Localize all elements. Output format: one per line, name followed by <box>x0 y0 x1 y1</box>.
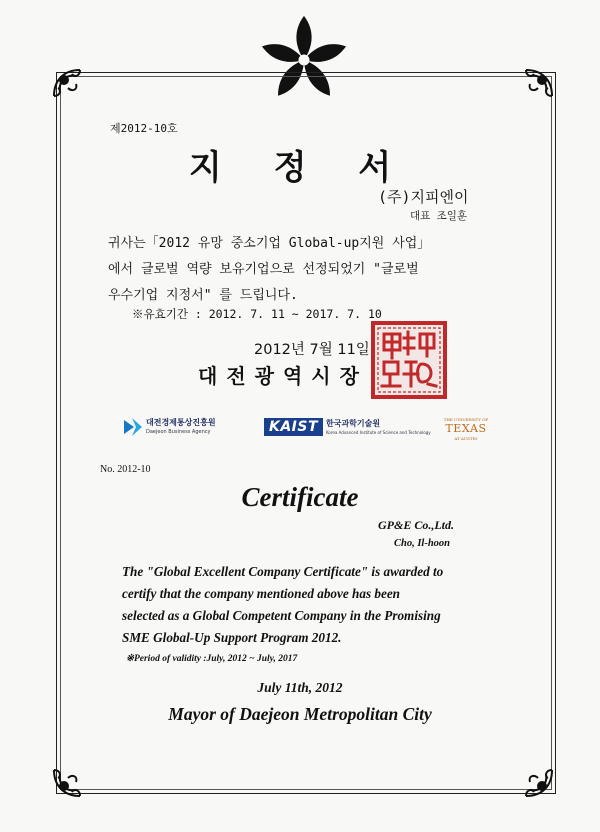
agency-name-english: Daejeon Business Agency <box>146 429 211 435</box>
korean-body-line: 우수기업 지정서" 를 드립니다. <box>108 288 298 303</box>
kaist-logo <box>264 414 431 442</box>
korean-issue-date: 2012년 7월 11일 <box>254 342 370 358</box>
kaist-wordmark: KAIST <box>264 418 323 436</box>
corner-ornament-icon <box>50 752 98 800</box>
corner-ornament-icon <box>508 752 556 800</box>
english-representative: Cho, Il-hoon <box>394 538 451 549</box>
official-seal-icon <box>370 320 448 400</box>
corner-ornament-icon <box>508 66 556 114</box>
korean-cert-number: 제2012-10호 <box>110 122 178 135</box>
english-body-line: SME Global-Up Support Program 2012. <box>122 630 342 645</box>
korean-representative: 대표 조일훈 <box>410 210 468 222</box>
ut-austin-logo <box>436 414 496 442</box>
english-body-line: selected as a Global Competent Company in the Promising <box>122 608 441 623</box>
korean-body-line: 귀사는「2012 유망 중소기업 Global-up지원 사업」 <box>108 236 431 251</box>
texas-top-text: THE UNIVERSITY OF <box>443 417 489 422</box>
english-issuer: Mayor of Daejeon Metropolitan City <box>168 704 432 724</box>
kaist-name-korean: 한국과학기술원 <box>326 419 381 428</box>
english-title: Certificate <box>241 482 359 512</box>
corner-ornament-icon <box>50 66 98 114</box>
korean-issuer: 대전광역시장 <box>198 364 368 388</box>
texas-wordmark: TEXAS <box>445 422 487 435</box>
english-validity-period: ※Period of validity :July, 2012 ~ July, 2017 <box>126 654 298 664</box>
english-body-line: certify that the company mentioned above has been <box>122 586 401 601</box>
korean-company-name: (주)지피엔이 <box>378 188 469 206</box>
english-issue-date: July 11th, 2012 <box>257 680 343 695</box>
texas-bottom-text: AT AUSTIN <box>454 436 478 441</box>
korean-title: 지 정 서 <box>188 148 412 188</box>
english-body-line: The "Global Excellent Company Certificate" is awarded to <box>122 564 444 579</box>
english-company-name: GP&E Co.,Ltd. <box>378 518 455 532</box>
korean-body-line: 에서 글로벌 역량 보유기업으로 선정되었기 "글로벌 <box>108 262 419 277</box>
daejeon-business-agency-logo <box>122 414 262 442</box>
korean-validity-period: ※유효기간 : 2012. 7. 11 ~ 2017. 7. 10 <box>132 307 382 321</box>
english-cert-number: No. 2012-10 <box>100 464 151 475</box>
agency-logo-icon <box>122 416 144 438</box>
kaist-name-english: Korea Advanced Institute of Science and Technology <box>326 430 431 435</box>
agency-name-korean: 대전경제통상진흥원 <box>146 418 216 427</box>
